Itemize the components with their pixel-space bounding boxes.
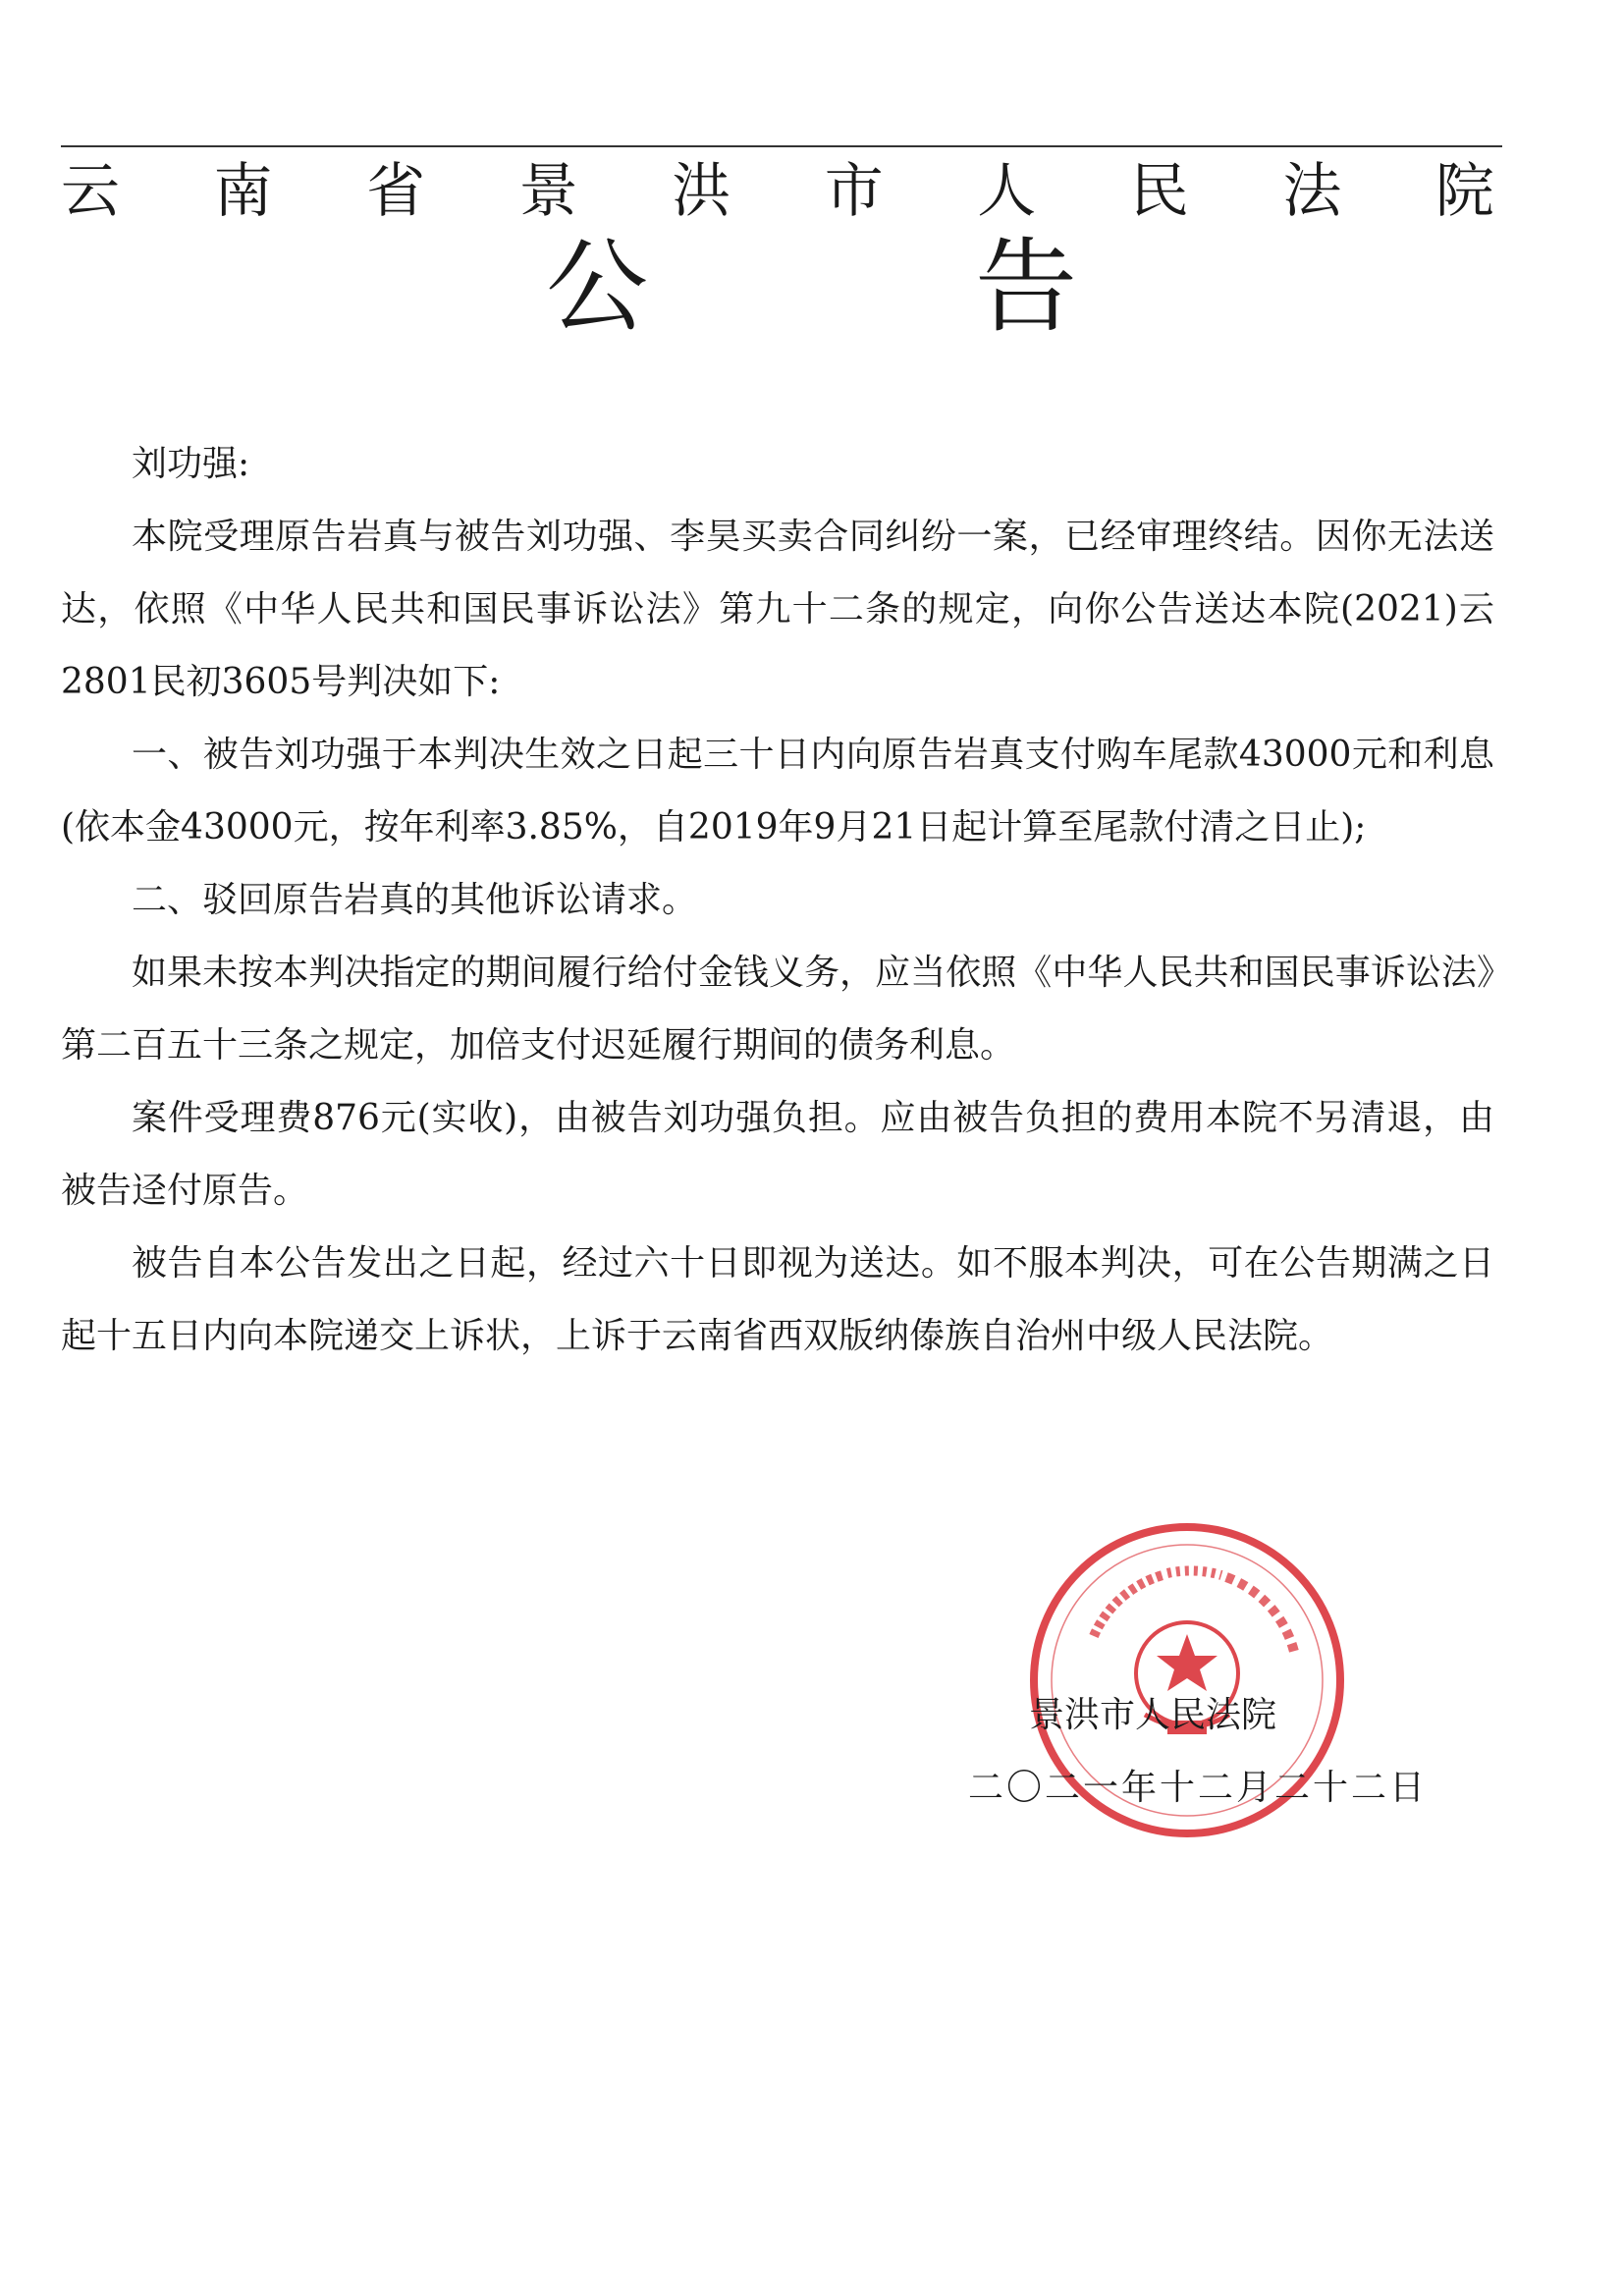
body-paragraph: 二、驳回原告岩真的其他诉讼请求。 [132, 880, 698, 920]
body-paragraph: 一、被告刘功强于本判决生效之日起三十日内向原告岩真支付购车尾款43000元和利息(依本金43000元，按年利率3.85%，自2019年9月21日起计算至尾款付清之日止); [61, 735, 1494, 847]
body-paragraph: 本院受理原告岩真与被告刘功强、李昊买卖合同纠纷一案，已经审理终结。因你无法送达，依照《中华人民共和国民事诉讼法》第九十二条的规定，向你公告送达本院(2021)云2801民初3605号判决如下: [61, 517, 1494, 702]
signature-court: 景洪市人民法院 [1029, 1695, 1277, 1735]
court-name-char: 市 [824, 157, 884, 226]
body-paragraph: 案件受理费876元(实收)，由被告刘功强负担。应由被告负担的费用本院不另清退，由被告迳付原告。 [61, 1098, 1494, 1211]
court-name-heading [61, 149, 1494, 224]
court-name-char: 洪 [672, 157, 731, 226]
court-name-char: 景 [518, 157, 578, 226]
body-paragraph: 被告自本公告发出之日起，经过六十日即视为送达。如不服本判决，可在公告期满之日起十五日内向本院递交上诉状，上诉于云南省西双版纳傣族自治州中级人民法院。 [61, 1243, 1494, 1356]
court-name-char: 民 [1129, 157, 1189, 226]
court-name-char: 院 [1434, 157, 1494, 226]
court-name-char: 人 [977, 157, 1037, 226]
notice-body [61, 428, 1494, 1373]
body-paragraph: 如果未按本判决指定的期间履行给付金钱义务，应当依照《中华人民共和国民事诉讼法》第二百五十三条之规定，加倍支付迟延履行期间的债务利息。 [61, 953, 1494, 1066]
signature-block [968, 1679, 1430, 1825]
court-name-char: 法 [1282, 157, 1342, 226]
court-name-char: 南 [213, 157, 273, 226]
addressee: 刘功强: [132, 444, 250, 484]
court-name-char: 云 [61, 157, 120, 226]
court-name-char: 省 [366, 157, 426, 226]
signature-date: 二〇二一年十二月二十二日 [968, 1768, 1429, 1808]
document-title: 公 告 [545, 227, 1225, 347]
